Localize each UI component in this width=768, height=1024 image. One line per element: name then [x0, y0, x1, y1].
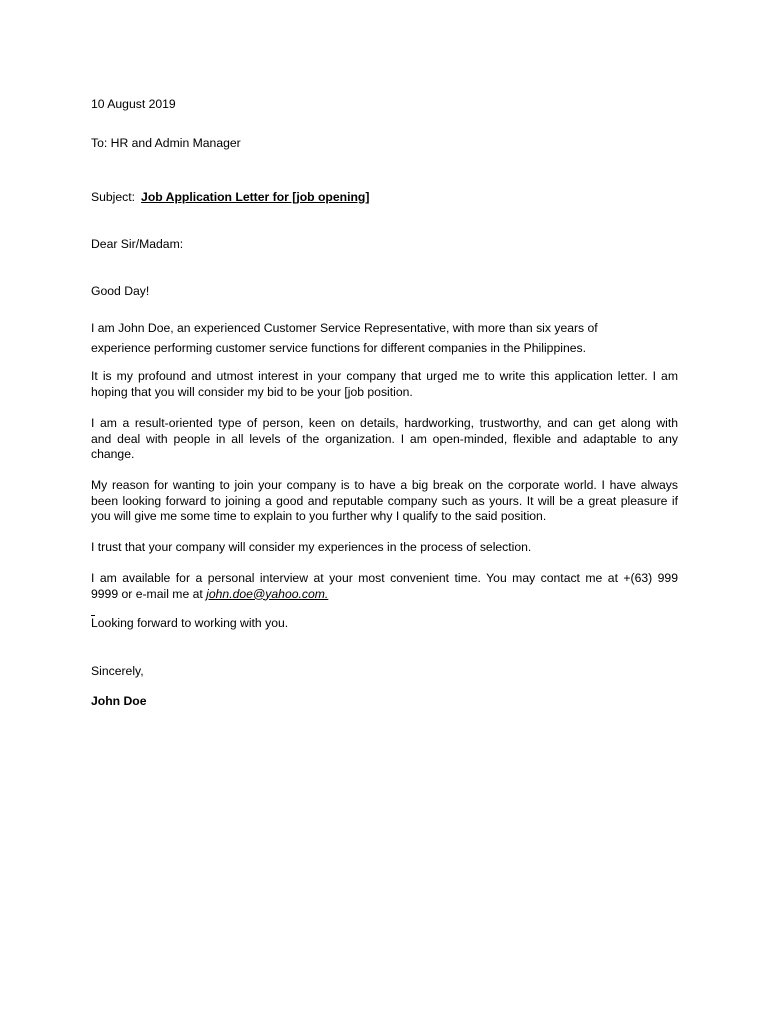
- recipient-line: To: HR and Admin Manager: [91, 136, 241, 150]
- subject-label: Subject:: [91, 190, 136, 204]
- paragraph-trust: I trust that your company will consider my experiences in the process of selection.: [91, 540, 532, 554]
- paragraph-line: I am John Doe, an experienced Customer Service Representative, with more than six years of: [91, 321, 598, 335]
- paragraph-line: My reason for wanting to join your company is to have a big break on the corporate world. I have always: [91, 478, 678, 492]
- paragraph-line: I am available for a personal interview at your most convenient time. You may contact me at +(63) 999: [91, 571, 678, 585]
- letter-date: 10 August 2019: [91, 97, 176, 111]
- sign-off: Sincerely,: [91, 664, 144, 678]
- subject-line: [91, 190, 369, 205]
- paragraph-interest: [91, 369, 678, 400]
- paragraph-line: hoping that you will consider my bid to be your [job position.: [91, 384, 413, 399]
- paragraph-line: been looking forward to joining a good and reputable company such as yours. It will be a great pleasure if: [91, 493, 678, 508]
- closing-line: Looking forward to working with you.: [91, 616, 289, 630]
- subject-text: Job Application Letter for [job opening]: [141, 190, 370, 204]
- paragraph-reason: [91, 478, 678, 525]
- paragraph-line: [91, 587, 678, 603]
- email-link[interactable]: john.doe@yahoo.com.: [206, 586, 329, 601]
- paragraph-line: experience performing customer service functions for different companies in the Philippines.: [91, 341, 586, 355]
- paragraph-line: I am a result-oriented type of person, keen on details, hardworking, trustworthy, and can get along with: [91, 416, 678, 430]
- paragraph-line: change.: [91, 447, 135, 461]
- paragraph-personality: [91, 416, 678, 463]
- paragraph-contact: [91, 571, 678, 602]
- contact-prefix: 9999 or e-mail me at: [91, 586, 207, 601]
- paragraph-line: you will give me some time to explain to you further why I qualify to the said position.: [91, 509, 547, 523]
- paragraph-line: and deal with people in all levels of the organization. I am open-minded, flexible and adaptable to any: [91, 431, 678, 446]
- salutation: Dear Sir/Madam:: [91, 237, 184, 251]
- greeting: Good Day!: [91, 284, 150, 298]
- paragraph-line: It is my profound and utmost interest in your company that urged me to write this application letter. I am: [91, 369, 678, 383]
- signature-name: John Doe: [91, 694, 147, 708]
- paragraph-experience: [91, 318, 678, 358]
